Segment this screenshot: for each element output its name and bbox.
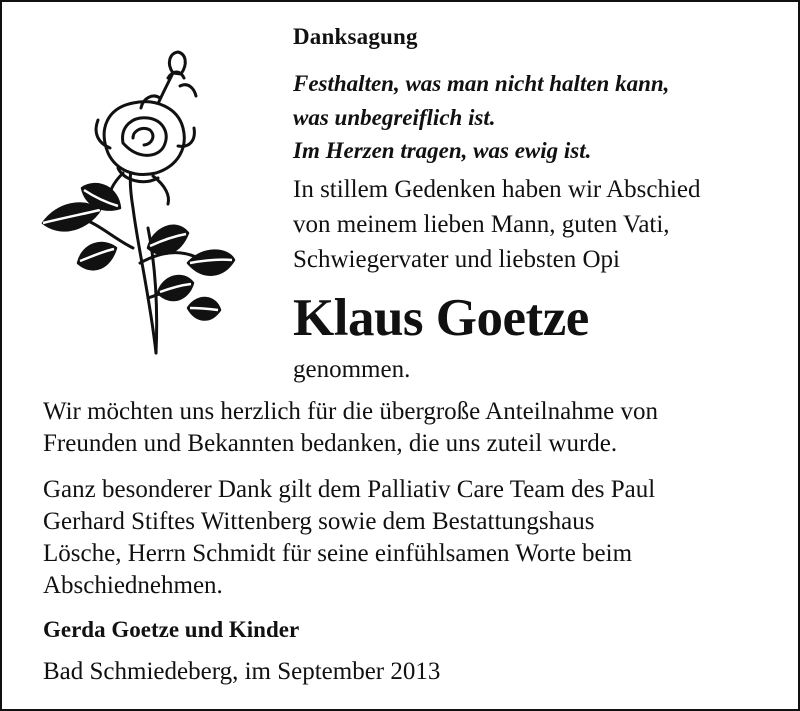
paragraph-line: Ganz besonderer Dank gilt dem Palliativ Care Team des Paul bbox=[43, 476, 656, 503]
motto-line: Im Herzen tragen, was ewig ist. bbox=[293, 138, 592, 163]
place-date: Bad Schmiedeberg, im September 2013 bbox=[43, 658, 441, 685]
deceased-name: Klaus Goetze bbox=[293, 289, 589, 347]
paragraph-line: Wir möchten uns herzlich für die übergroße Anteilnahme von bbox=[43, 398, 659, 425]
paragraph-line: Abschiednehmen. bbox=[43, 572, 223, 599]
intro-line: In stillem Gedenken haben wir Abschied bbox=[293, 176, 701, 203]
intro-line: von meinem lieben Mann, guten Vati, bbox=[293, 211, 670, 238]
paragraph-line: Freunden und Bekannten bedanken, die uns zuteil wurde. bbox=[43, 430, 618, 457]
thanks-paragraph-1 bbox=[43, 396, 783, 460]
motto-line: Festhalten, was man nicht halten kann, bbox=[293, 71, 670, 96]
intro-line: Schwiegervater und liebsten Opi bbox=[293, 246, 620, 273]
intro-text bbox=[293, 172, 701, 277]
motto-verse bbox=[293, 67, 669, 168]
signers: Gerda Goetze und Kinder bbox=[43, 617, 300, 642]
thanks-paragraph-2 bbox=[43, 474, 783, 602]
rose-icon bbox=[38, 48, 238, 363]
heading: Danksagung bbox=[293, 24, 418, 49]
paragraph-line: Lösche, Herrn Schmidt für seine einfühlsamen Worte beim bbox=[43, 540, 633, 567]
paragraph-line: Gerhard Stiftes Wittenberg sowie dem Bestattungshaus bbox=[43, 508, 595, 535]
taken-text: genommen. bbox=[293, 356, 411, 383]
motto-line: was unbegreiflich ist. bbox=[293, 104, 496, 130]
